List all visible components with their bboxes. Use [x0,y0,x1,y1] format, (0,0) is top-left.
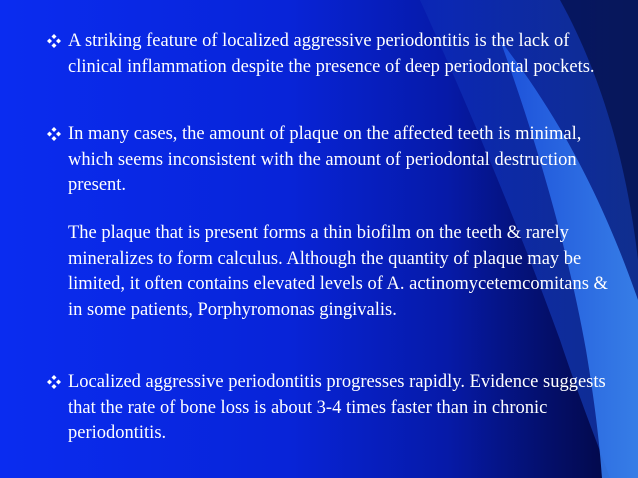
bullet-item-1 [46,31,606,109]
bullet-text: A striking feature of localized aggressive periodontitis is the lack of clinical inflammation despite the presence of deep periodontal pockets. [68,31,595,77]
four-diamond-bullet-icon [46,124,62,146]
bullet-item-3 [46,372,606,450]
bullet-item-2 [46,124,606,202]
four-diamond-bullet-icon [46,372,62,394]
bullet-text: Localized aggressive periodontitis progresses rapidly. Evidence suggests that the rate of bone loss is about 3-4 times faster than in chronic periodontitis. [68,372,606,443]
bullet-text: In many cases, the amount of plaque on the affected teeth is minimal, which seems inconsistent with the amount of periodontal destruction present. [68,124,582,195]
paragraph-text: The plaque that is present forms a thin biofilm on the teeth & rarely mineralizes to form calculus. Although the quantity of plaque may be limited, it often contains elevated levels of A. actinomycetemcomitans & in some patients, Porphyromonas gingivalis. [68,223,608,320]
four-diamond-bullet-icon [46,31,62,53]
paragraph-item [46,221,606,351]
